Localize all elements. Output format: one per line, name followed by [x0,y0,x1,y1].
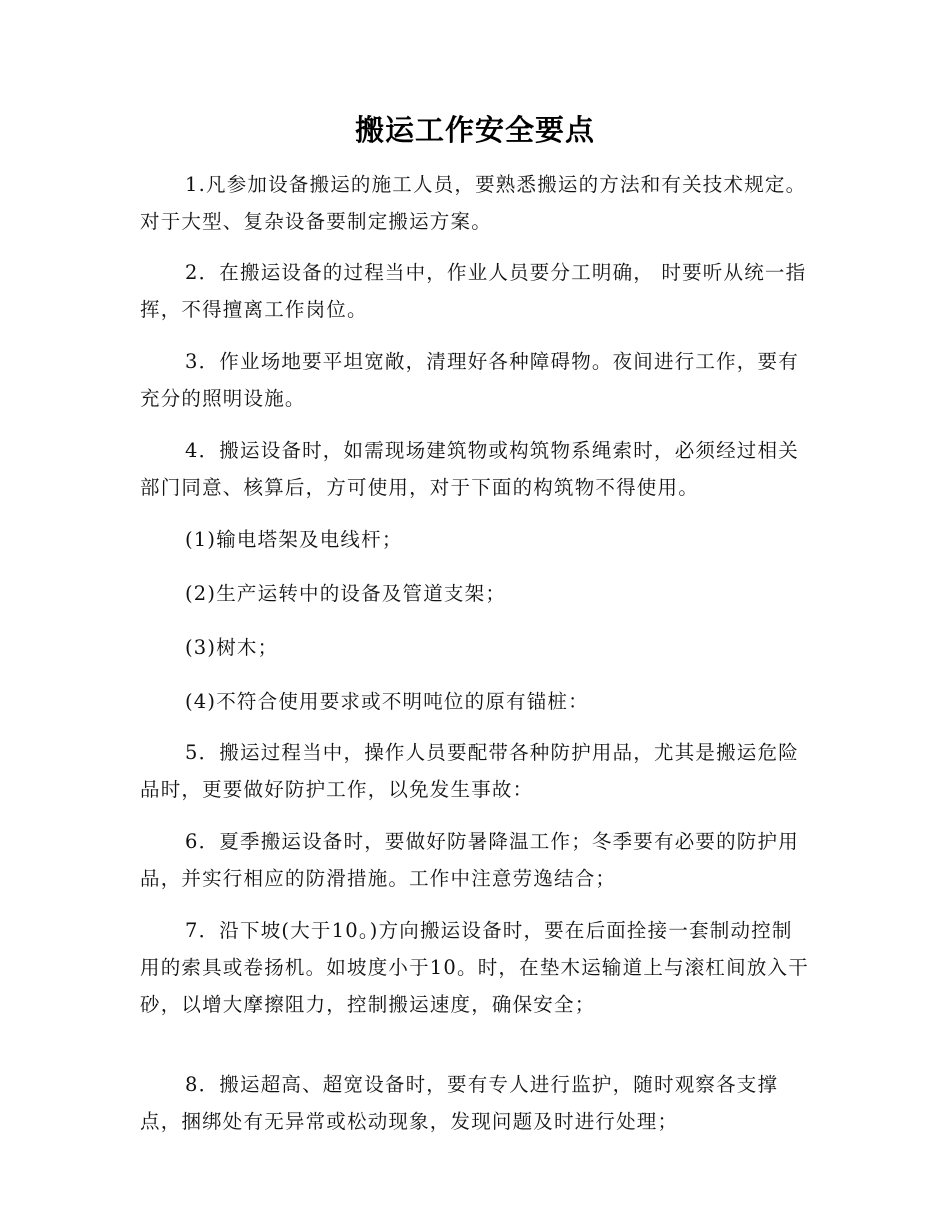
paragraph-3: 3．作业场地要平坦宽敞，清理好各种障碍物。夜间进行工作，要有充分的照明设施。 [140,350,799,410]
paragraph-6: 6．夏季搬运设备时，要做好防暑降温工作；冬季要有必要的防护用品，并实行相应的防滑措施。工作中注意劳逸结合； [140,830,799,890]
paragraph-1: 1.凡参加设备搬运的施工人员，要熟悉搬运的方法和有关技术规定。对于大型、复杂设备要制定搬运方案。 [140,173,807,233]
list-item-3: (3)树木； [185,636,279,659]
paragraph-7: 7．沿下坡(大于10。)方向搬运设备时，要在后面拴接一套制动控制用的索具或卷扬机。如坡度小于10。时，在垫木运输道上与滚杠间放入干砂，以增大摩擦阻力，控制搬运速度，确保安全； [140,919,809,1016]
list-item-2: (2)生产运转中的设备及管道支架； [185,582,507,605]
list-item-1: (1)输电塔架及电线杆； [185,528,403,551]
paragraph-4: 4．搬运设备时，如需现场建筑物或构筑物系绳索时，必须经过相关部门同意、核算后，方可使用，对于下面的构筑物不得使用。 [140,439,799,499]
document-title: 搬运工作安全要点 [354,113,595,147]
paragraph-5: 5．搬运过程当中，操作人员要配带各种防护用品，尤其是搬运危险品时，更要做好防护工作，以免发生事故： [140,741,799,801]
list-item-4: (4)不符合使用要求或不明吨位的原有锚桩： [185,690,589,713]
paragraph-2: 2．在搬运设备的过程当中，作业人员要分工明确， 时要听从统一指挥，不得擅离工作岗位。 [140,261,807,321]
paragraph-8: 8．搬运超高、超宽设备时，要有专人进行监护，随时观察各支撑点，捆绑处有无异常或松动现象，发现问题及时进行处理； [140,1073,779,1133]
